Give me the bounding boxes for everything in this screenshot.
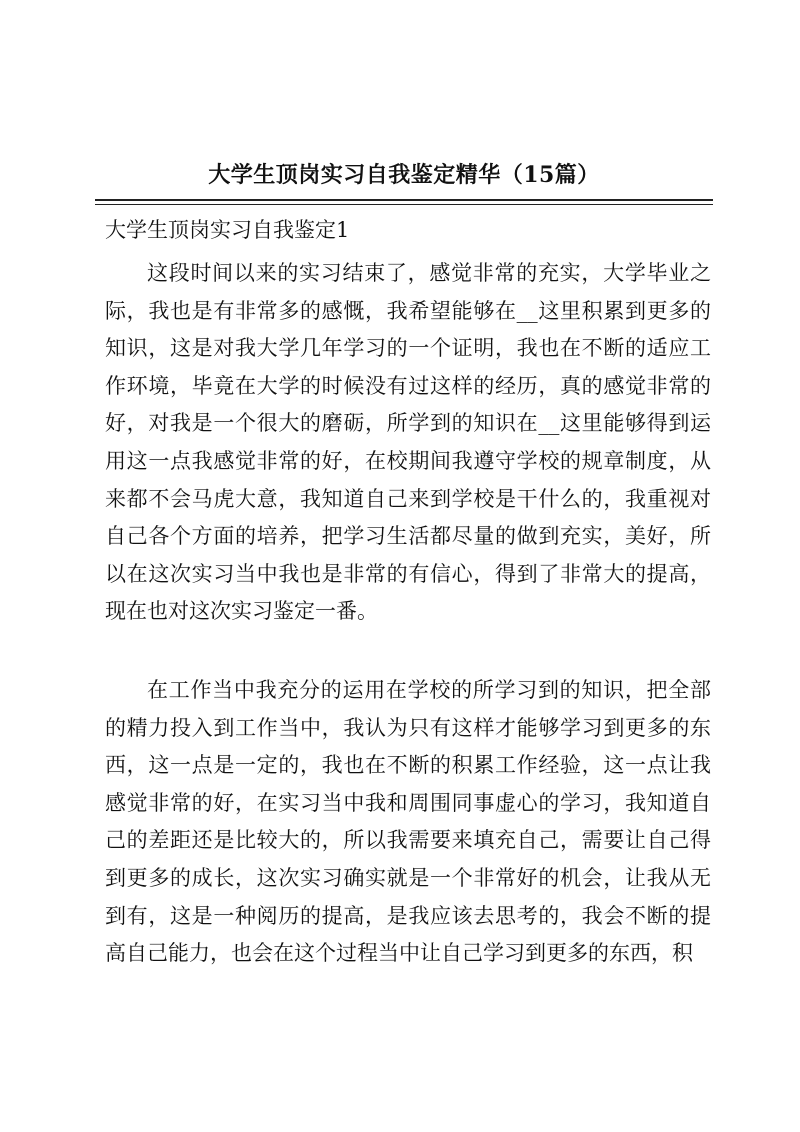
document-title: 大学生顶岗实习自我鉴定精华（15篇） — [208, 162, 600, 188]
title-underline-thick — [95, 199, 713, 201]
section-heading: 大学生顶岗实习自我鉴定1 — [105, 218, 350, 242]
body-paragraph-2: 在工作当中我充分的运用在学校的所学习到的知识，把全部的精力投入到工作当中，我认为只有这样才能够学习到更多的东西，这一点是一定的，我也在不断的积累工作经验，这一点让我感觉非常的好，在实习当中我和周围同事虚心的学习，我知道自己的差距还是比较大的，所以我需要来填充自己，需要让自己得到更多的成长，这次实习确实就是一个非常好的机会，让我从无到有，这是一种阅历的提高，是我应该去思考的，我会不断的提高自己能力，也会在这个过程当中让自己学习到更多的东西，积 — [105, 678, 711, 966]
title-underline-thin — [95, 204, 713, 205]
body-paragraph-1: 这段时间以来的实习结束了，感觉非常的充实，大学毕业之际，我也是有非常多的感慨，我希望能够在__这里积累到更多的知识，这是对我大学几年学习的一个证明，我也在不断的适应工作环境，毕竟在大学的时候没有过这样的经历，真的感觉非常的好，对我是一个很大的磨砺，所学到的知识在__这里能够得到运用这一点我感觉非常的好，在校期间我遵守学校的规章制度，从来都不会马虎大意，我知道自己来到学校是干什么的，我重视对自己各个方面的培养，把学习生活都尽量的做到充实，美好，所以在这次实习当中我也是非常的有信心，得到了非常大的提高，现在也对这次实习鉴定一番。 — [105, 261, 711, 624]
